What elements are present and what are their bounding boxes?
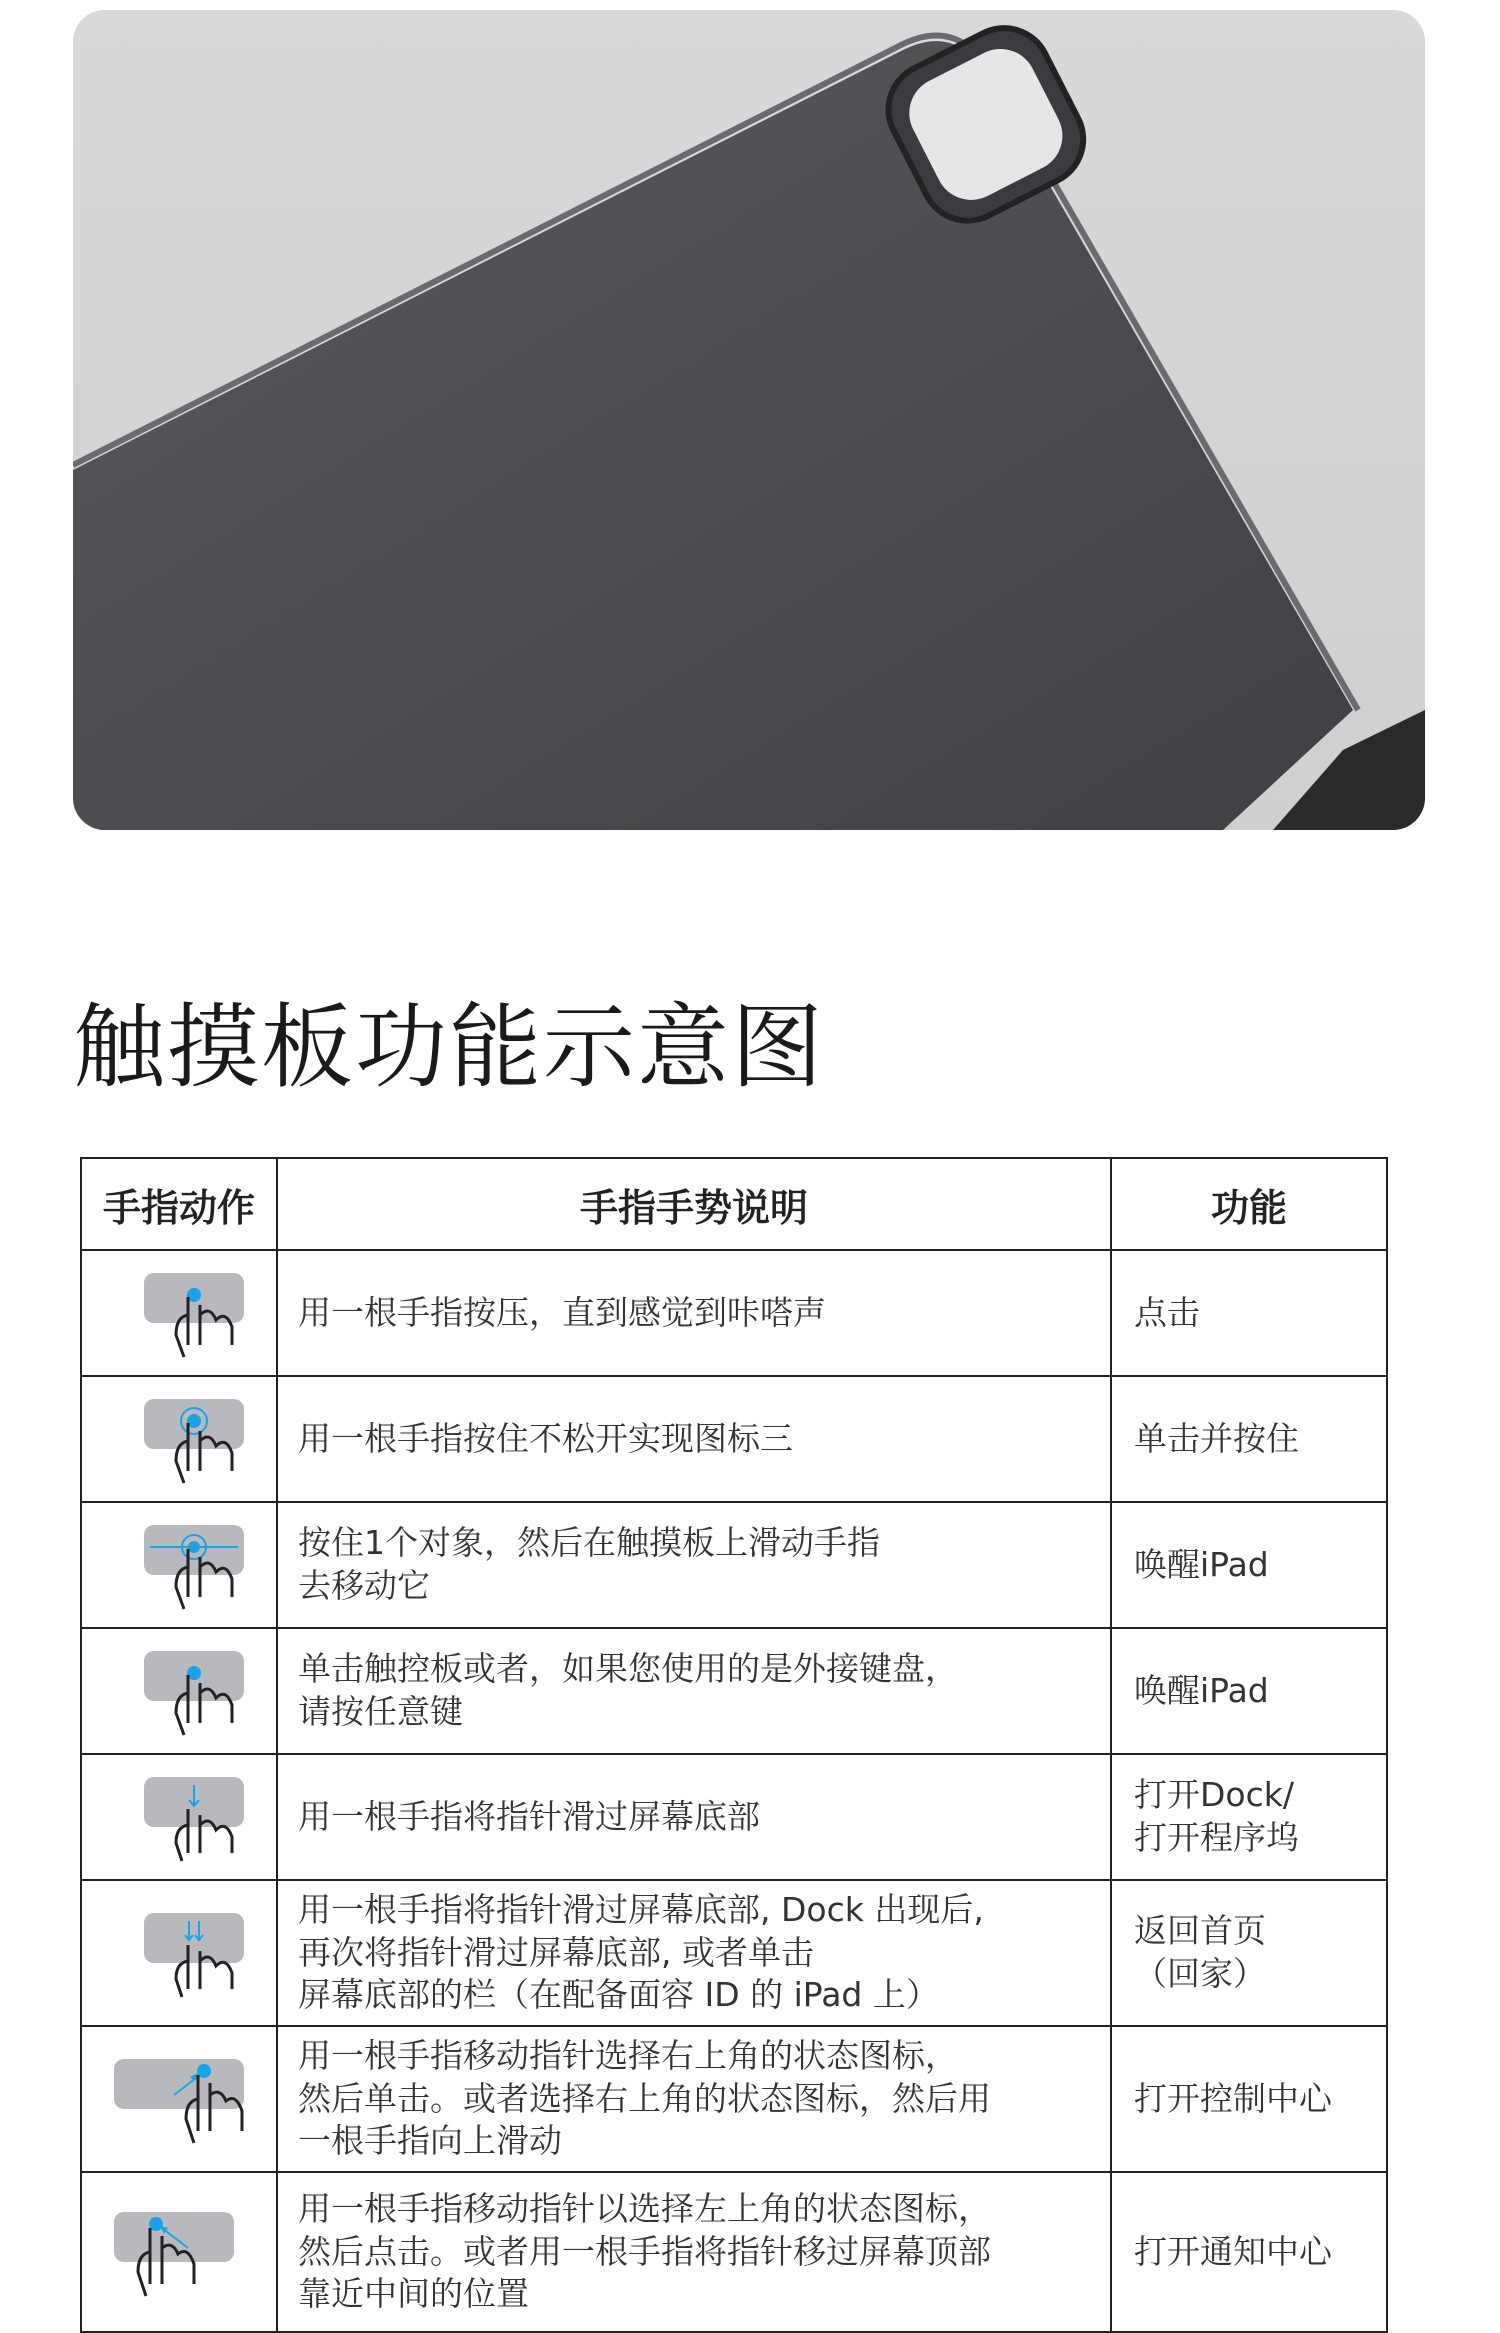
row3-function: 唤醒iPad: [1134, 1544, 1269, 1584]
header-gesture: 手指动作: [81, 1158, 277, 1250]
row1-function: 点击: [1134, 1292, 1200, 1332]
move-top-left-gesture-icon: [104, 2204, 254, 2300]
table-row: [81, 1754, 1387, 1880]
press-hold-gesture-icon: [104, 1391, 254, 1487]
row2-description: 用一根手指按住不松开实现图标三: [298, 1418, 793, 1458]
row7-description-line3: 一根手指向上滑动: [298, 2121, 562, 2161]
header-function: 功能: [1111, 1158, 1387, 1250]
row4-function: 唤醒iPad: [1134, 1670, 1269, 1710]
table-row: [81, 1250, 1387, 1376]
product-image: [73, 10, 1425, 830]
row1-description: 用一根手指按压，直到感觉到咔嗒声: [298, 1292, 826, 1332]
move-top-right-gesture-icon: [104, 2051, 254, 2147]
row6-description-line1: 用一根手指将指针滑过屏幕底部, Dock 出现后,: [298, 1889, 984, 1929]
row4-description-line2: 请按任意键: [298, 1692, 463, 1731]
row8-function: 打开通知中心: [1134, 2231, 1332, 2271]
table-row: [81, 1880, 1387, 2026]
row7-description-line2: 然后单击。或者选择右上角的状态图标，然后用: [298, 2078, 991, 2118]
row6-description-line2: 再次将指针滑过屏幕底部, 或者单击: [298, 1932, 814, 1972]
row5-function-line2: 打开程序坞: [1134, 1818, 1299, 1857]
table-header-row: [81, 1158, 1387, 1250]
page-title: 触摸板功能示意图: [73, 994, 826, 1101]
row8-description-line2: 然后点击。或者用一根手指将指针移过屏幕顶部: [298, 2231, 991, 2271]
table-row: [81, 1502, 1387, 1628]
table-row: [81, 1376, 1387, 1502]
row7-description-line1: 用一根手指移动指针选择右上角的状态图标，: [298, 2035, 958, 2075]
row4-description-line1: 单击触控板或者，如果您使用的是外接键盘，: [298, 1649, 958, 1689]
row8-description-line1: 用一根手指移动指针以选择左上角的状态图标，: [298, 2188, 991, 2228]
gesture-table: [80, 1157, 1388, 2333]
table-row: [81, 1628, 1387, 1754]
row6-description-line3: 屏幕底部的栏（在配备面容 ID 的 iPad 上）: [298, 1975, 939, 2015]
double-swipe-down-gesture-icon: [104, 1905, 254, 2001]
row6-function-line2: （回家）: [1134, 1954, 1266, 1993]
row5-description: 用一根手指将指针滑过屏幕底部: [298, 1796, 760, 1836]
click-gesture-icon: [104, 1643, 254, 1739]
row8-description-line3: 靠近中间的位置: [298, 2274, 529, 2314]
row2-function: 单击并按住: [1134, 1418, 1299, 1458]
row7-function: 打开控制中心: [1134, 2078, 1332, 2118]
row6-function-line1: 返回首页: [1134, 1911, 1266, 1951]
tap-gesture-icon: [104, 1265, 254, 1361]
table-row: [81, 2026, 1387, 2172]
row3-description-line1: 按住1个对象，然后在触摸板上滑动手指: [298, 1523, 880, 1563]
row5-function-line1: 打开Dock/: [1134, 1775, 1294, 1815]
header-description: 手指手势说明: [277, 1158, 1111, 1250]
swipe-down-gesture-icon: [104, 1769, 254, 1865]
row3-description-line2: 去移动它: [298, 1566, 430, 1605]
table-row: [81, 2172, 1387, 2332]
gesture-table-container: [80, 1157, 1386, 2333]
drag-gesture-icon: [104, 1517, 254, 1613]
